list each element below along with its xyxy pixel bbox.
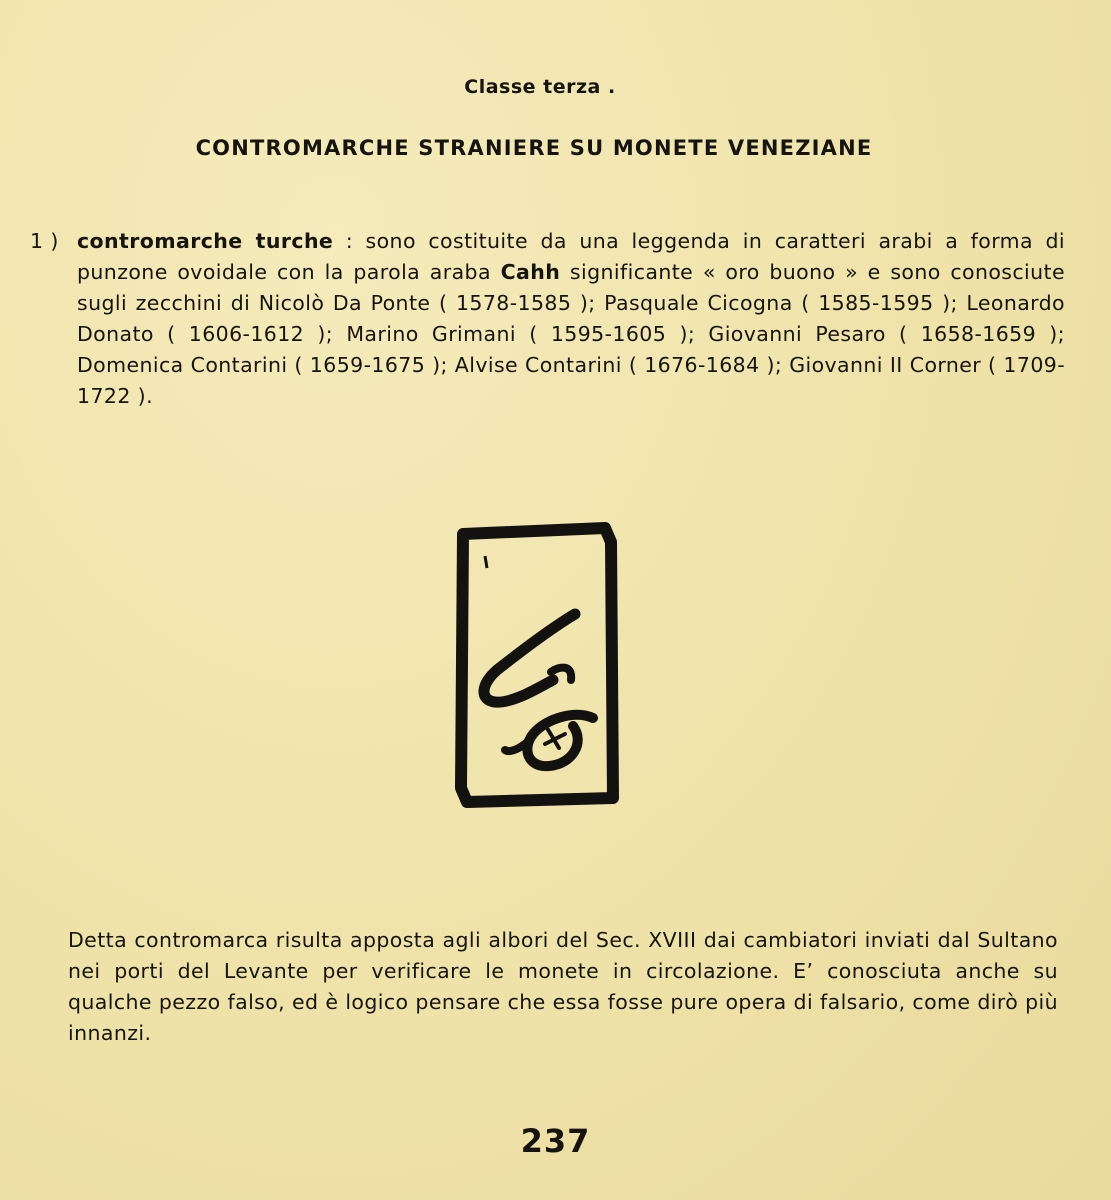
turkish-countermark-icon: [455, 522, 625, 808]
item-number: 1 ): [30, 229, 59, 253]
item-body: [77, 226, 1065, 412]
item-separator: :: [333, 229, 366, 253]
item-text-2: significante « oro buono » e sono conosciute sugli zecchini di Nicolò Da Ponte ( 1578-1585 ); Pasquale Cicogna ( 1585-1595 ); Leonardo Donato ( 1606-1612 ); Marino Grimani ( 1595-1605 ); Giovanni Pesaro ( 1658-1659 ); Domenica Contarini ( 1659-1675 ); Alvise Contarini ( 1676-1684 ); Giovanni II Corner ( 1709-1722 ).: [77, 260, 1065, 408]
countermark-caption: Detta contromarca risulta apposta agli albori del Sec. XVIII dai cambiatori inviati dal Sultano nei porti del Levante per verificare le monete in circolazione. E’ conosciuta anche su qualche pezzo falso, ed è logico pensare che essa fosse pure opera di falsario, come dirò più innanzi.: [68, 928, 1058, 1045]
section-title: CONTROMARCHE STRANIERE SU MONETE VENEZIANE: [195, 136, 873, 160]
item-term: contromarche turche: [77, 229, 334, 253]
list-item: [30, 226, 1065, 412]
page-number: 237: [520, 1122, 591, 1160]
class-heading: Classe terza .: [464, 76, 616, 98]
item-text-1: sono costituite da una leggenda in caratteri arabi a forma di punzone ovoidale con la parola araba: [77, 229, 1066, 284]
arabic-word: Cahh: [500, 260, 561, 284]
